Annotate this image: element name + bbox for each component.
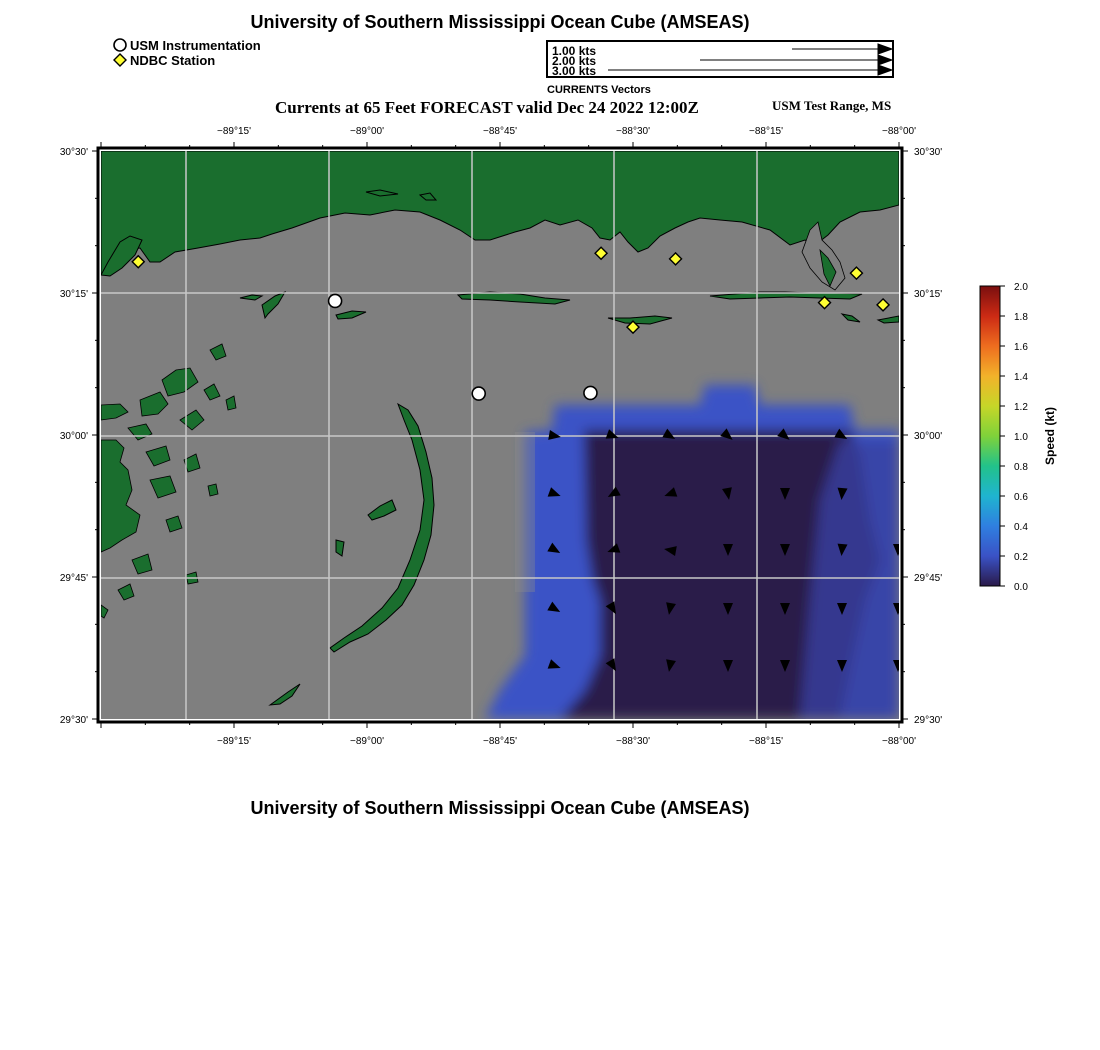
figure-title: University of Southern Mississippi Ocean Cube (AMSEAS) xyxy=(250,12,750,32)
vector-key-label-1: 1.00 kts xyxy=(552,44,597,58)
lon-tick-label-top: −89°15' xyxy=(217,126,251,137)
colorbar-tick-label: 0.2 xyxy=(1014,552,1028,563)
vector-key-caption: CURRENTS Vectors xyxy=(547,84,651,96)
lat-tick-label-left: 30°30' xyxy=(59,147,88,158)
usm-instrument-marker[interactable] xyxy=(584,386,597,399)
lon-tick-label-top: −88°30' xyxy=(616,126,650,137)
legend-usm-label: USM Instrumentation xyxy=(130,38,261,53)
lat-tick-label-left: 29°45' xyxy=(59,573,88,584)
colorbar-tick-label: 0.4 xyxy=(1014,522,1028,533)
lat-labels-right xyxy=(914,147,942,726)
region-label: USM Test Range, MS xyxy=(772,98,892,113)
speed-colorbar xyxy=(980,282,1057,593)
lon-labels-bottom xyxy=(217,736,916,747)
lat-tick-label-right: 29°45' xyxy=(914,573,943,584)
colorbar-tick-label: 1.6 xyxy=(1014,342,1028,353)
lon-tick-label-bottom: −89°00' xyxy=(350,736,384,747)
vector-key-label-3: 3.00 kts xyxy=(552,64,597,78)
vector-key-label-2: 2.00 kts xyxy=(552,54,597,68)
map-subtitle: Currents at 65 Feet FORECAST valid Dec 24 2022 12:00Z xyxy=(275,98,699,117)
legend-ndbc-label: NDBC Station xyxy=(130,53,216,68)
colorbar-tick-label: 0.6 xyxy=(1014,492,1028,503)
lon-tick-label-bottom: −88°30' xyxy=(616,736,650,747)
lon-tick-label-top: −88°45' xyxy=(483,126,517,137)
lat-tick-label-right: 30°30' xyxy=(914,147,943,158)
lat-tick-label-right: 30°15' xyxy=(914,289,943,300)
colorbar-title: Speed (kt) xyxy=(1043,406,1057,466)
lon-labels-top xyxy=(217,126,916,137)
colorbar-tick-label: 0.0 xyxy=(1014,582,1028,593)
colorbar-tick-label: 1.2 xyxy=(1014,402,1028,413)
figure-title-repeat: University of Southern Mississippi Ocean Cube (AMSEAS) xyxy=(250,798,750,818)
colorbar-tick-label: 2.0 xyxy=(1014,282,1028,293)
lon-tick-label-top: −88°00' xyxy=(882,126,916,137)
colorbar-tick-label: 1.8 xyxy=(1014,312,1028,323)
lon-tick-label-bottom: −88°00' xyxy=(882,736,916,747)
colorbar-tick-label: 1.4 xyxy=(1014,372,1028,383)
lat-tick-label-right: 30°00' xyxy=(914,431,943,442)
usm-instrument-marker[interactable] xyxy=(472,387,485,400)
lat-labels-left xyxy=(60,147,88,726)
lat-tick-label-left: 29°30' xyxy=(59,715,88,726)
lat-tick-label-left: 30°15' xyxy=(59,289,88,300)
vector-key-box xyxy=(546,40,894,78)
colorbar-tick-label: 1.0 xyxy=(1014,432,1028,443)
lon-tick-label-top: −88°15' xyxy=(749,126,783,137)
usm-legend-icon xyxy=(114,39,126,51)
lon-tick-label-bottom: −88°15' xyxy=(749,736,783,747)
lat-tick-label-left: 30°00' xyxy=(59,431,88,442)
colorbar-tick-label: 0.8 xyxy=(1014,462,1028,473)
lon-tick-label-top: −89°00' xyxy=(350,126,384,137)
lon-tick-label-bottom: −88°45' xyxy=(483,736,517,747)
usm-instrument-marker[interactable] xyxy=(329,294,342,307)
lon-tick-label-bottom: −89°15' xyxy=(217,736,251,747)
ndbc-legend-icon xyxy=(114,54,126,66)
lat-tick-label-right: 29°30' xyxy=(914,715,943,726)
